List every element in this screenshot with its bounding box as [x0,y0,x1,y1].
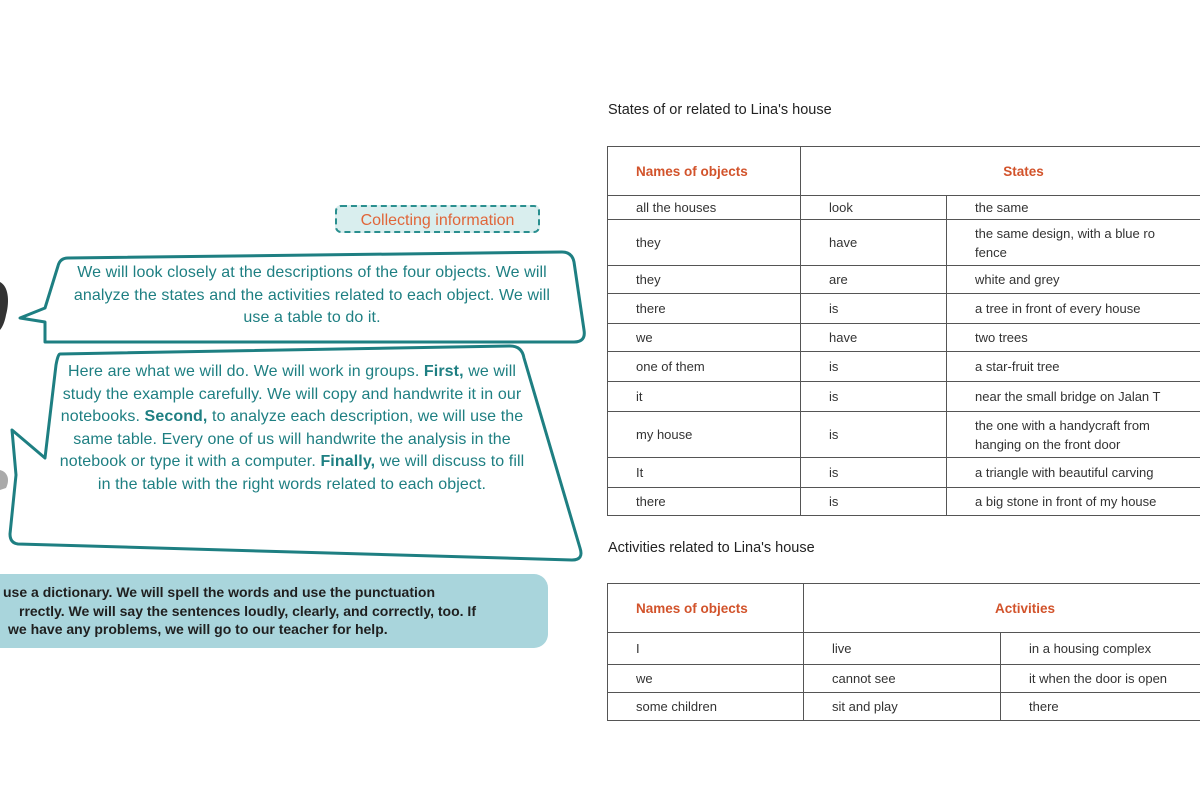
states-table-caption: States of or related to Lina's house [608,102,832,118]
table-cell [608,220,801,266]
table-cell [608,266,801,294]
cell-line: in a housing complex [1029,641,1152,656]
table-row [608,382,1200,412]
table-row [608,412,1200,458]
header-names-of-objects: Names of objects [608,584,804,633]
cell-line: white and grey [975,272,1060,287]
table-cell [1001,633,1200,665]
cell-line: have [829,330,858,345]
cell-line: live [832,641,852,656]
table-cell [947,412,1200,458]
table-cell [608,294,801,324]
bubble2-second-text: to analyze each description, we will use the same table. Every one of us will handwrite the analysis in the notebook or type it with a computer. [59,408,524,471]
bubble2-first-text: we will study the example carefully. We will copy and handwrite it in our notebooks. [60,363,522,426]
cell-line: some children [636,699,717,714]
cell-line: hanging on the front door [975,436,1121,452]
table-row [608,693,1200,721]
table-cell [801,266,947,294]
table-cell [947,294,1200,324]
table-header-row [608,584,1200,633]
table-cell [947,266,1200,294]
cell-line: I [636,641,640,656]
table-row [608,458,1200,488]
table-cell [804,633,1001,665]
table-cell [801,220,947,266]
cell-line: is [829,427,839,442]
table-cell [608,412,801,458]
cell-line: is [829,359,839,374]
table-row [608,294,1200,324]
cell-line: the one with a handycraft from [975,417,1150,433]
cell-line: It [636,465,644,480]
table-cell [947,352,1200,382]
table-cell [947,458,1200,488]
table-cell [608,382,801,412]
bubble2-intro: Here are what we will do. We will work in groups. [67,363,420,380]
cell-line: a tree in front of every house [975,301,1141,316]
cell-line: near the small bridge on Jalan T [975,389,1161,404]
table-cell [608,665,804,693]
table-cell [947,382,1200,412]
table-cell [801,488,947,516]
note-line: use a dictionary. We will spell the words and use the punctuation [3,584,435,600]
table-cell [947,196,1200,220]
table-cell [801,382,947,412]
cell-line: the same design, with a blue ro [975,225,1155,241]
table-cell [608,633,804,665]
table-row [608,488,1200,516]
cell-line: all the houses [636,200,717,215]
states-table [607,146,1200,516]
table-cell [947,488,1200,516]
table-header-row [608,147,1200,196]
table-cell [608,352,801,382]
header-states: States [801,147,1200,196]
cell-line: a star-fruit tree [975,359,1060,374]
cell-line: look [829,200,853,215]
header-activities: Activities [804,584,1200,633]
note-text [3,583,543,639]
cell-line: have [829,235,858,250]
table-cell [608,324,801,352]
cell-line: there [636,494,666,509]
table-cell [801,412,947,458]
cell-line: there [636,301,666,316]
table-row [608,324,1200,352]
table-row [608,665,1200,693]
cell-line: a triangle with beautiful carving [975,465,1154,480]
cell-line: cannot see [832,671,896,686]
table-row [608,196,1200,220]
cell-line: are [829,272,848,287]
table-cell [801,196,947,220]
cell-line: we [636,330,653,345]
table-cell [804,693,1001,721]
cell-line: is [829,465,839,480]
speech-bubble-1: We will look closely at the descriptions of the four objects. We will analyze the states and the activities related to each object. We will use a table to do it. [73,264,551,326]
cell-line: we [636,671,653,686]
table-row [608,266,1200,294]
activities-table-caption: Activities related to Lina's house [608,540,815,556]
table-cell [801,352,947,382]
cell-line: the same [975,200,1029,215]
bubble2-second: Second, [144,408,208,426]
cell-line: they [636,272,661,287]
note-line: rrectly. We will say the sentences loudly, clearly, and correctly, too. If [19,602,476,619]
speech-bubble-2 [52,361,532,497]
cell-line: there [1029,699,1059,714]
cell-line: they [636,235,661,250]
table-cell [1001,665,1200,693]
note-line: we have any problems, we will go to our teacher for help. [8,621,388,637]
table-cell [608,196,801,220]
table-cell [801,294,947,324]
table-cell [1001,693,1200,721]
table-cell [608,693,804,721]
table-row [608,633,1200,665]
cell-line: two trees [975,330,1028,345]
cell-line: fence [975,244,1007,260]
table-row [608,220,1200,266]
table-cell [608,488,801,516]
cell-line: one of them [636,359,705,374]
activities-table [607,583,1200,721]
table-cell [947,220,1200,266]
cell-line: it when the door is open [1029,671,1168,686]
cell-line: a big stone in front of my house [975,494,1157,509]
header-names-of-objects: Names of objects [608,147,801,196]
cell-line: sit and play [832,699,898,714]
table-cell [801,458,947,488]
bubble2-finally-text: we will discuss to fill in the table with the right words related to each object. [97,453,525,493]
table-cell [804,665,1001,693]
bubble2-finally: Finally, [320,453,376,471]
table-cell [947,324,1200,352]
bubble2-first: First, [423,363,464,380]
cell-line: is [829,301,839,316]
table-row [608,352,1200,382]
cell-line: it [636,389,643,404]
table-cell [608,458,801,488]
cell-line: is [829,389,839,404]
collecting-information-tag: Collecting information [335,205,540,233]
cell-line: my house [636,427,693,442]
cell-line: is [829,494,839,509]
table-cell [801,324,947,352]
